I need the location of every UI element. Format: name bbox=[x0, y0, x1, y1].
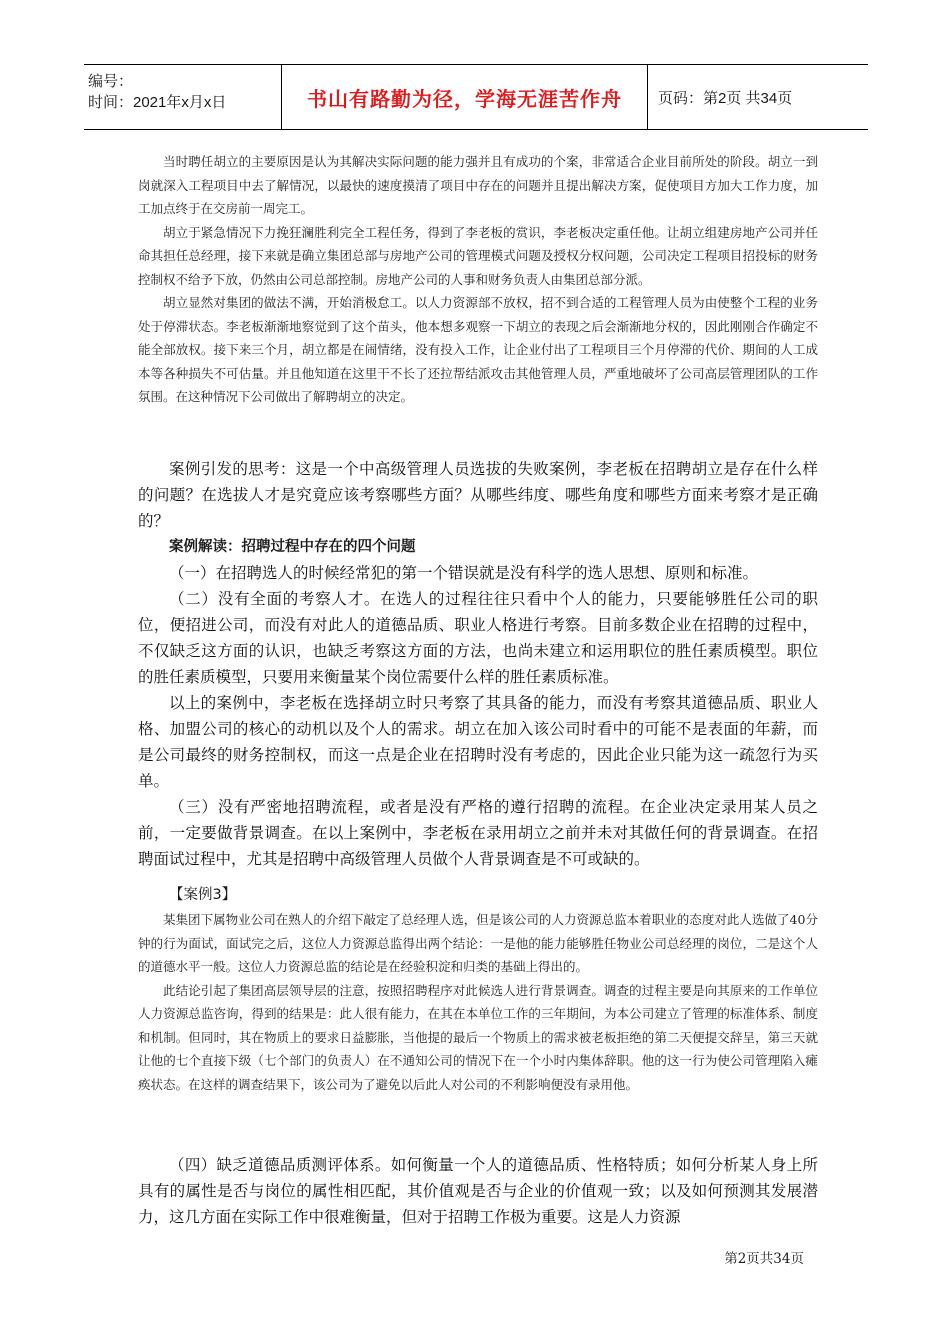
paragraph: （一）在招聘选人的时候经常犯的第一个错误就是没有科学的选人思想、原则和标准。 bbox=[169, 564, 759, 582]
paragraph: 胡立显然对集团的做法不满，开始消极怠工。以人力资源部不放权，招不到合适的工程管理人员为由使整个工程的业务处于停滞状态。李老板渐渐地察觉到了这个苗头，他本想多观察一下胡立的表现之后会渐渐地分权的，因此刚刚合作确定不能全部放权。接下来三个月，胡立都是在闹情绪，没有投入工作，让企业付出了工程项目三个月停滞的代价、期间的人工成本等各种损失不可估量。并且他知道在这里干不长了还拉帮结派攻击其他管理人员，严重地破坏了公司高层管理团队的工作氛围。在这种情况下公司做出了解聘胡立的决定。 bbox=[138, 295, 818, 404]
header-page-number: 页码：第2页 共34页 bbox=[658, 89, 793, 107]
page-footer: 第2页共34页 bbox=[724, 1251, 804, 1267]
case-analysis bbox=[138, 456, 818, 872]
analysis-heading: 案例解读：招聘过程中存在的四个问题 bbox=[169, 539, 416, 555]
case3-section bbox=[138, 882, 818, 1096]
page-header bbox=[84, 64, 868, 130]
paragraph: （四）缺乏道德品质测评体系。如何衡量一个人的道德品质、性格特质；如何分析某人身上所具有的属性是否与岗位的属性相匹配，其价值观是否与企业的价值观一致；以及如何预测其发展潜力，这几方面在实际工作中很难衡量，但对于招聘工作极为重要。这是人力资源 bbox=[138, 1156, 818, 1226]
case2-story bbox=[138, 150, 818, 409]
paragraph: 某集团下属物业公司在熟人的介绍下敲定了总经理人选，但是该公司的人力资源总监本着职业的态度对此人选做了40分钟的行为面试，面试完之后，这位人力资源总监得出两个结论：一是他的能力能够胜任物业公司总经理的岗位，二是这个人的道德水平一般。这位人力资源总监的结论是在经验积淀和归类的基础上得出的。 bbox=[138, 912, 818, 974]
paragraph: 当时聘任胡立的主要原因是认为其解决实际问题的能力强并且有成功的个案，非常适合企业目前所处的阶段。胡立一到岗就深入工程项目中去了解情况，以最快的速度摸清了项目中存在的问题并且提出解决方案，促使项目方加大工作力度，加工加点终于在交房前一周完工。 bbox=[138, 154, 818, 216]
paragraph: 此结论引起了集团高层领导层的注意，按照招聘程序对此候选人进行背景调查。调查的过程主要是向其原来的工作单位人力资源总监咨询，得到的结果是：此人很有能力，在其在本单位工作的三年期间，为本公司建立了管理的标准体系、制度和机制。但同时，其在物质上的要求日益膨胀，当他提的最后一个物质上的需求被老板拒绝的第二天便提交辞呈，第三天就让他的七个直接下级（七个部门的负责人）在不通知公司的情况下在一个小时内集体辞职。他的这一行为使公司管理陷入瘫痪状态。在这样的调查结果下，该公司为了避免以后此人对公司的不利影响便没有录用他。 bbox=[138, 982, 818, 1092]
number-label: 编号： bbox=[88, 73, 134, 90]
date-label: 时间：2021年x月x日 bbox=[88, 94, 227, 111]
header-motto: 书山有路勤为径，学海无涯苦作舟 bbox=[282, 65, 648, 129]
paragraph: 胡立于紧急情况下力挽狂澜胜利完全工程任务，得到了李老板的赏识，李老板决定重任他。让胡立组建房地产公司并任命其担任总经理，接下来就是确立集团总部与房地产公司的管理模式问题及授权分权问题，公司决定工程项目招投标的财务控制权不给予下放，仍然由公司总部控制。房地产公司的人事和财务负责人由集团总部分派。 bbox=[138, 224, 818, 287]
header-meta bbox=[84, 65, 282, 129]
paragraph: （二）没有全面的考察人才。在选人的过程往往只看中个人的能力，只要能够胜任公司的职位，便招进公司，而没有对此人的道德品质、职业人格进行考察。目前多数企业在招聘的过程中，不仅缺乏这方面的认识，也缺乏考察这方面的方法，也尚未建立和运用职位的胜任素质模型。职位的胜任素质模型，只要用来衡量某个岗位需要什么样的胜任素质标准。 bbox=[138, 590, 818, 686]
case3-title: 【案例3】 bbox=[169, 887, 237, 903]
reflection-paragraph: 案例引发的思考：这是一个中高级管理人员选拔的失败案例，李老板在招聘胡立是存在什么样的问题？在选拔人才是究竟应该考察哪些方面？从哪些纬度、哪些角度和哪些方面来考察才是正确的？ bbox=[138, 460, 818, 530]
section-four bbox=[138, 1152, 818, 1230]
paragraph: （三）没有严密地招聘流程，或者是没有严格的遵行招聘的流程。在企业决定录用某人员之前，一定要做背景调查。在以上案例中，李老板在录用胡立之前并未对其做任何的背景调查。在招聘面试过程中，尤其是招聘中高级管理人员做个人背景调查是不可或缺的。 bbox=[138, 798, 818, 868]
paragraph: 以上的案例中，李老板在选择胡立时只考察了其具备的能力，而没有考察其道德品质、职业人格、加盟公司的核心的动机以及个人的需求。胡立在加入该公司时看中的可能不是表面的年薪，而是公司最终的财务控制权，而这一点是企业在招聘时没有考虑的，因此企业只能为这一疏忽行为买单。 bbox=[138, 694, 818, 790]
